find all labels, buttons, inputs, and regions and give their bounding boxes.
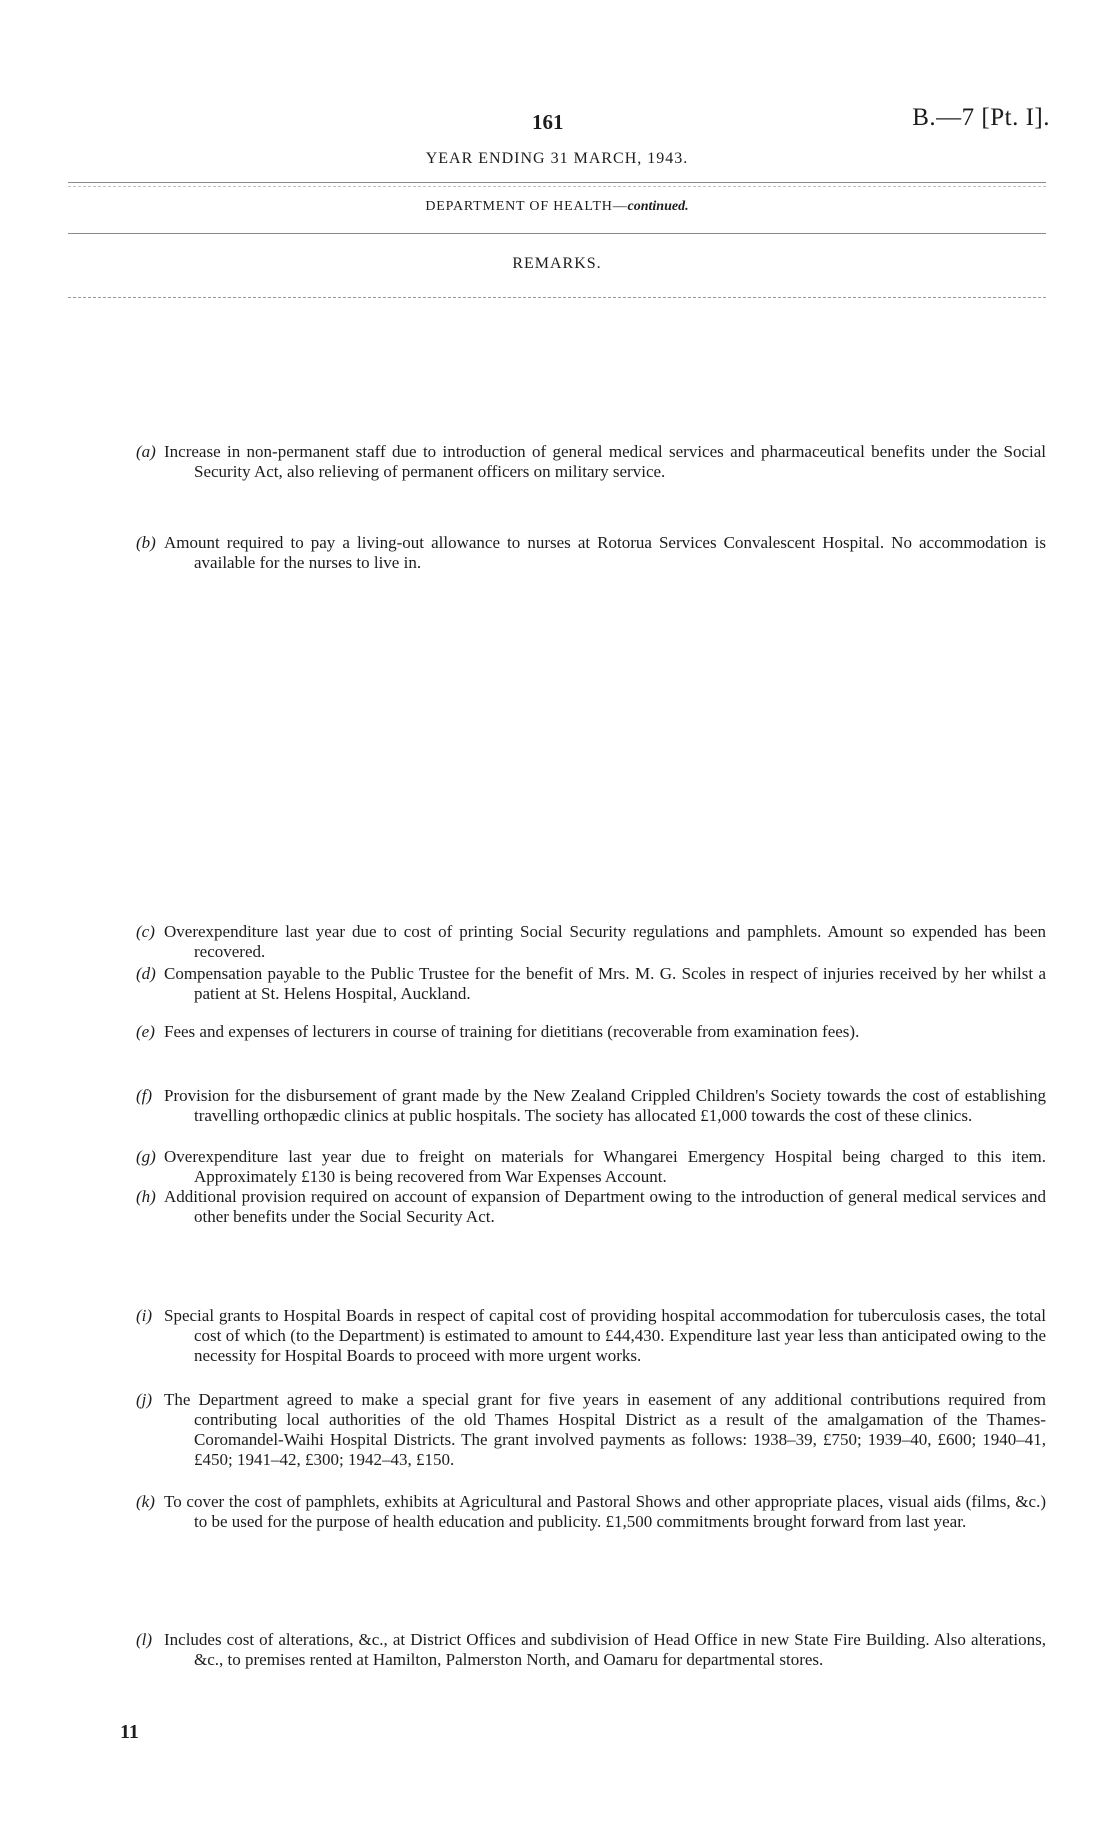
remark-text: Provision for the disbursement of grant made by the New Zealand Crippled Children's Society towards the cost of establishing travelling orthopædic clinics at public hospitals. The society has allocated £1,000 towards the cost of these clinics. xyxy=(164,1086,1046,1125)
remark-letter: (k) xyxy=(136,1492,155,1511)
remark-f xyxy=(136,1086,1046,1126)
remark-k xyxy=(136,1492,1046,1532)
remark-text: Special grants to Hospital Boards in respect of capital cost of providing hospital accommodation for tuberculosis cases, the total cost of which (to the Department) is estimated to amount to £44,430. Expenditure last year less than anticipated owing to the necessity for Hospital Boards to proceed with more urgent works. xyxy=(164,1306,1046,1365)
remark-letter: (i) xyxy=(136,1306,153,1325)
remark-b xyxy=(136,533,1046,573)
remark-letter: (c) xyxy=(136,922,155,941)
year-heading: YEAR ENDING 31 MARCH, 1943. xyxy=(425,150,689,167)
remark-text: To cover the cost of pamphlets, exhibits at Agricultural and Pastoral Shows and other appropriate places, visual aids (films, &c.) to be used for the purpose of health education and publicity. £1,500 commitments brought forward from last year. xyxy=(164,1492,1046,1531)
remark-letter: (a) xyxy=(136,442,156,461)
remark-text: Overexpenditure last year due to cost of printing Social Security regulations and pamphlets. Amount so expended has been recovered. xyxy=(164,922,1046,961)
remark-text: Fees and expenses of lecturers in course of training for dietitians (recoverable from examination fees). xyxy=(164,1022,860,1041)
remark-letter: (d) xyxy=(136,964,156,983)
remark-letter: (f) xyxy=(136,1086,153,1105)
rule-top-faint xyxy=(68,186,1046,187)
rule-middle xyxy=(68,233,1046,234)
remark-letter: (b) xyxy=(136,533,156,552)
department-continued: continued. xyxy=(627,199,689,214)
remark-text: Compensation payable to the Public Trustee for the benefit of Mrs. M. G. Scoles in respect of injuries received by her whilst a patient at St. Helens Hospital, Auckland. xyxy=(164,964,1046,1003)
remark-h xyxy=(136,1187,1046,1227)
department-name: DEPARTMENT OF HEALTH— xyxy=(425,199,628,214)
remark-j xyxy=(136,1390,1046,1470)
remark-a xyxy=(136,442,1046,482)
remark-text: Includes cost of alterations, &c., at District Offices and subdivision of Head Office in new State Fire Building. Also alterations, &c., to premises rented at Hamilton, Palmerston North, and Oamaru for departmental stores. xyxy=(164,1630,1046,1669)
remark-l xyxy=(136,1630,1046,1670)
remark-e xyxy=(136,1022,1046,1042)
remark-letter: (j) xyxy=(136,1390,153,1409)
remark-g xyxy=(136,1147,1046,1187)
remark-text: Overexpenditure last year due to freight on materials for Whangarei Emergency Hospital being charged to this item. Approximately £130 is being recovered from War Expenses Account. xyxy=(164,1147,1046,1186)
rule-top xyxy=(68,182,1046,183)
remark-letter: (g) xyxy=(136,1147,156,1166)
page-number: 161 xyxy=(532,110,564,134)
document-reference: B.—7 [Pt. I]. xyxy=(912,104,1050,131)
remark-text: Additional provision required on account of expansion of Department owing to the introduction of general medical services and other benefits under the Social Security Act. xyxy=(164,1187,1046,1226)
remarks-heading: REMARKS. xyxy=(512,255,602,272)
remark-d xyxy=(136,964,1046,1004)
remark-c xyxy=(136,922,1046,962)
remark-i xyxy=(136,1306,1046,1366)
remark-letter: (l) xyxy=(136,1630,153,1649)
remark-text: Increase in non-permanent staff due to introduction of general medical services and pharmaceutical benefits under the Social Security Act, also relieving of permanent officers on military service. xyxy=(164,442,1046,481)
remark-letter: (e) xyxy=(136,1022,155,1041)
department-heading xyxy=(0,199,1114,215)
remark-letter: (h) xyxy=(136,1187,156,1206)
rule-bottom xyxy=(68,297,1046,298)
footer-page-marker: 11 xyxy=(120,1721,139,1743)
remark-text: Amount required to pay a living-out allowance to nurses at Rotorua Services Convalescent Hospital. No accommodation is available for the nurses to live in. xyxy=(164,533,1046,572)
remark-text: The Department agreed to make a special grant for five years in easement of any additional contributions required from contributing local authorities of the old Thames Hospital District as a result of the amalgamation of the Thames-Coromandel-Waihi Hospital Districts. The grant involved payments as follows: 1938–39, £750; 1939–40, £600; 1940–41, £450; 1941–42, £300; 1942–43, £150. xyxy=(164,1390,1046,1469)
